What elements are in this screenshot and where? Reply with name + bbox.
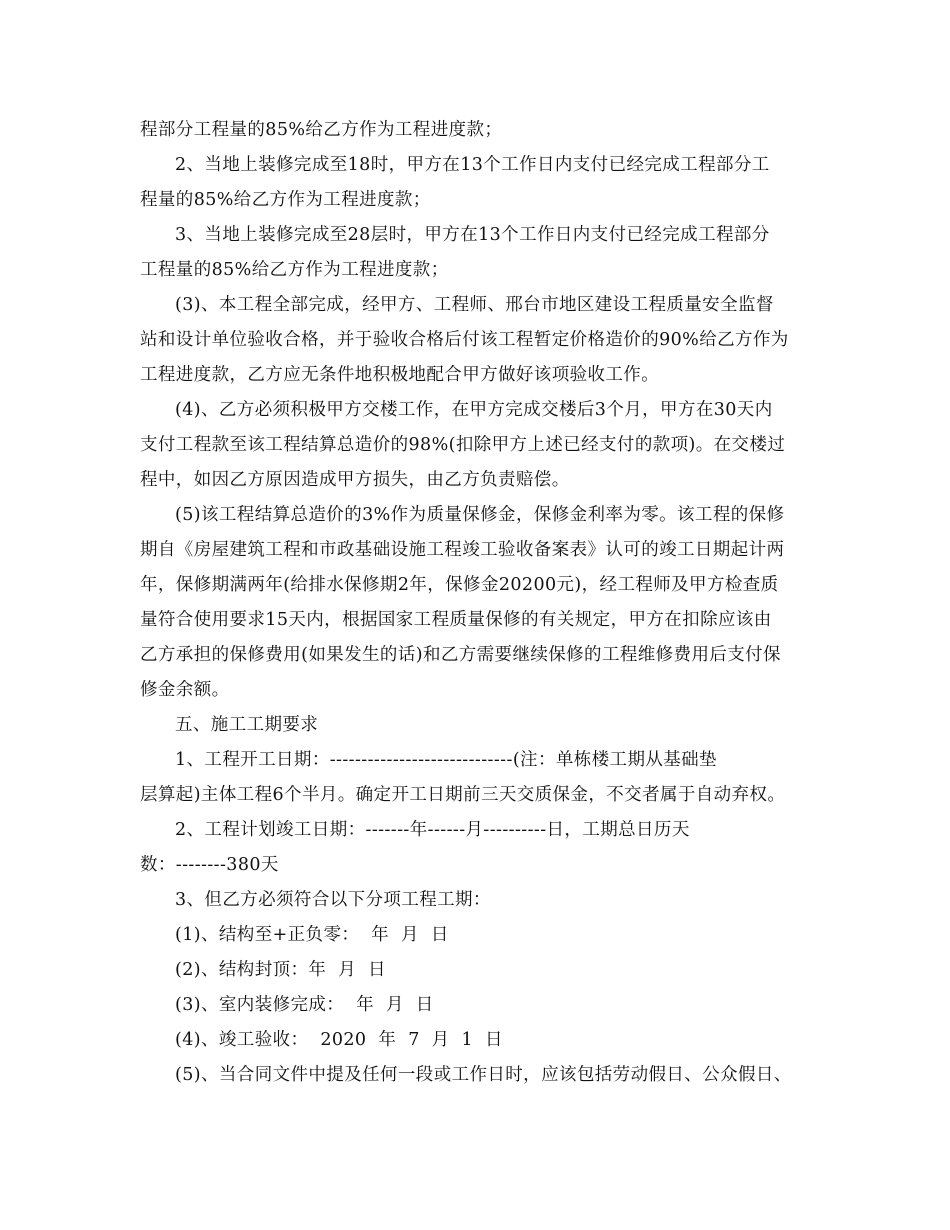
text-line: 乙方承担的保修费用(如果发生的话)和乙方需要继续保修的工程维修费用后支付保 (140, 645, 781, 665)
text-line: (4)、竣工验收： 2020 年 7 月 1 日 (175, 1030, 503, 1050)
text-line: (2)、结构封顶：年 月 日 (175, 960, 386, 980)
text-line: 程部分工程量的85%给乙方作为工程进度款； (140, 120, 503, 140)
text-line: (5)、当合同文件中提及任何一段或工作日时，应该包括劳动假日、公众假日、 (175, 1065, 792, 1085)
text-line: (1)、结构至+正负零： 年 月 日 (175, 925, 449, 945)
text-line: 工程进度款，乙方应无条件地积极地配合甲方做好该项验收工作。 (140, 365, 660, 385)
text-line: 1、工程开工日期：-----------------------------(注：单栋楼工期从基础垫 (175, 750, 717, 770)
text-line: 程中，如因乙方原因造成甲方损失，由乙方负责赔偿。 (140, 470, 570, 490)
text-line: 3、但乙方必须符合以下分项工程工期： (175, 890, 491, 910)
text-line: (3)、本工程全部完成，经甲方、工程师、邢台市地区建设工程质量安全监督 (175, 295, 774, 315)
text-line: 程量的85%给乙方作为工程进度款； (140, 190, 431, 210)
section-heading: 五、施工工期要求 (175, 715, 319, 735)
text-line: 支付工程款至该工程结算总造价的98%(扣除甲方上述已经支付的款项)。在交楼过 (140, 435, 786, 455)
text-line: 修金余额。 (140, 680, 230, 700)
text-line: 量符合使用要求15天内，根据国家工程质量保修的有关规定，甲方在扣除应该由 (140, 610, 772, 630)
text-line: 站和设计单位验收合格，并于验收合格后付该工程暂定价格造价的90%给乙方作为 (140, 330, 789, 350)
text-line: 工程量的85%给乙方作为工程进度款； (140, 260, 449, 280)
text-line: (4)、乙方必须积极甲方交楼工作，在甲方完成交楼后3个月，甲方在30天内 (175, 400, 773, 420)
text-line: 3、当地上装修完成至28层时，甲方在13个工作日内支付已经完成工程部分 (175, 225, 770, 245)
text-line: 数：--------380天 (140, 855, 279, 875)
text-line: 年，保修期满两年(给排水保修期2年，保修金20200元)，经工程师及甲方检查质 (140, 575, 779, 595)
text-line: 期自《房屋建筑工程和市政基础设施工程竣工验收备案表》认可的竣工日期起计两 (140, 540, 785, 560)
text-line: 2、工程计划竣工日期：-------年------月----------日，工期总日历天 (175, 820, 690, 840)
text-line: (5)该工程结算总造价的3%作为质量保修金，保修金利率为零。该工程的保修 (175, 505, 785, 525)
text-line: 层算起)主体工程6个半月。确定开工日期前三天交质保金，不交者属于自动弃权。 (140, 785, 786, 805)
text-line: (3)、室内装修完成： 年 月 日 (175, 995, 434, 1015)
text-line: 2、当地上装修完成至18时，甲方在13个工作日内支付已经完成工程部分工 (175, 155, 770, 175)
